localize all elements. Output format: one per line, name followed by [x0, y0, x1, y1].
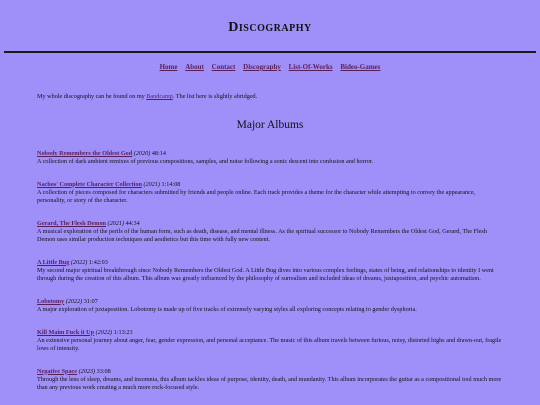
- album-description: A collection of pieces composed for characters submitted by friends and people online. Each track provides a theme for the character while attempting to convey the appearance, personality, or story of the character.: [37, 188, 476, 205]
- album-title-link[interactable]: Gerard, The Flesh Demon: [37, 219, 106, 227]
- title-divider: [4, 51, 536, 53]
- album-title-link[interactable]: Kill Maim Fuck it Up: [37, 328, 95, 336]
- album-entry: [37, 298, 503, 315]
- album-year: (2022): [65, 297, 83, 305]
- album-header: [37, 259, 503, 267]
- album-description: My second major spiritual breakthrough since Nobody Remembers the Oldest God. A Little Bug dives into various complex feelings, states of being, and relationships to identity I went through during the creation of this album. This album was greatly influenced by the philosophy of surrealism and included ideas of dreams, juxtaposition, and psychic automatism.: [37, 267, 494, 283]
- nav-link-contact[interactable]: Contact: [211, 63, 236, 71]
- album-entry: [37, 220, 503, 245]
- album-length: 1:42:03: [88, 258, 108, 266]
- album-length: 1:14:08: [161, 180, 181, 188]
- album-header: [37, 150, 503, 158]
- intro-before: My whole discography can be found on my: [37, 93, 147, 100]
- site-header: [0, 0, 540, 36]
- album-header: [37, 181, 503, 189]
- album-length: 33:08: [96, 367, 111, 375]
- album-description: A collection of dark ambient remixes of previous compositions, samples, and noise following a sonic descent into confusion and horror.: [37, 158, 374, 166]
- album-title-link[interactable]: Nobody Remembers the Oldest God: [37, 149, 133, 157]
- nav-link-discography[interactable]: Discography: [243, 63, 281, 71]
- album-title-link[interactable]: Lobotomy: [37, 297, 65, 305]
- album-description: An extensive personal journey about anger, fear, gender expression, and personal acceptance. The music of this album travels between furious, noisy, distorted highs and drawn-out, fragile lows of intensity.: [37, 336, 502, 353]
- album-length: 44:34: [125, 219, 140, 227]
- album-length: 48:14: [151, 149, 166, 157]
- album-header: [37, 220, 503, 228]
- nav-link-list-of-works[interactable]: List-Of-Works: [288, 63, 333, 71]
- album-title-link[interactable]: A Little Bug: [37, 258, 70, 266]
- album-entry: [37, 259, 503, 284]
- site-title: Discography: [228, 20, 312, 35]
- album-year: (2020): [133, 149, 151, 157]
- album-entry: [37, 181, 503, 206]
- album-entry: [37, 329, 503, 354]
- nav-link-about[interactable]: About: [185, 63, 204, 71]
- album-year: (2023): [78, 367, 96, 375]
- album-header: [37, 368, 503, 376]
- album-description: A major exploration of juxtaposition. Lobotomy is made up of five tracks of extremely varying styles all exploring concepts relating to gender dysphoria.: [37, 306, 417, 314]
- intro-text: [37, 93, 503, 101]
- album-header: [37, 329, 503, 337]
- nav-link-home[interactable]: Home: [159, 63, 178, 71]
- album-header: [37, 298, 503, 306]
- bandcamp-link[interactable]: Bandcamp: [146, 93, 173, 100]
- nav-link-bideo-games[interactable]: Bideo-Games: [340, 63, 381, 71]
- major-albums-heading: Major Albums: [236, 119, 304, 132]
- album-year: (2022): [70, 258, 88, 266]
- album-year: (2021): [107, 219, 125, 227]
- album-description: Through the lens of sleep, dreams, and insomnia, this album tackles ideas of purpose, identity, death, and mundanity. This album incorporates the guitar as a compositional tool much more than any previous work creating a much more rock-focused style.: [37, 375, 502, 392]
- album-description: A musical exploration of the perils of the human form, such as death, disease, and mental illness. As the spiritual successor to Nobody Remembers the Oldest God, Gerard, The Flesh Demon uses similar production techniques and aesthetics but this time with fully new content.: [37, 228, 487, 244]
- intro-after: . The list here is slightly abridged.: [172, 93, 258, 100]
- album-title-link[interactable]: Negative Space: [37, 367, 78, 375]
- album-length: 31:07: [83, 297, 98, 305]
- album-title-link[interactable]: Nachos' Complete Character Collection: [37, 180, 142, 188]
- album-year: (2022): [95, 328, 113, 336]
- album-entry: [37, 368, 503, 393]
- album-entry: [37, 150, 503, 167]
- main-content: [0, 93, 540, 393]
- main-nav: [0, 63, 540, 71]
- album-year: (2021): [143, 180, 160, 188]
- album-length: 1:13:23: [113, 328, 133, 336]
